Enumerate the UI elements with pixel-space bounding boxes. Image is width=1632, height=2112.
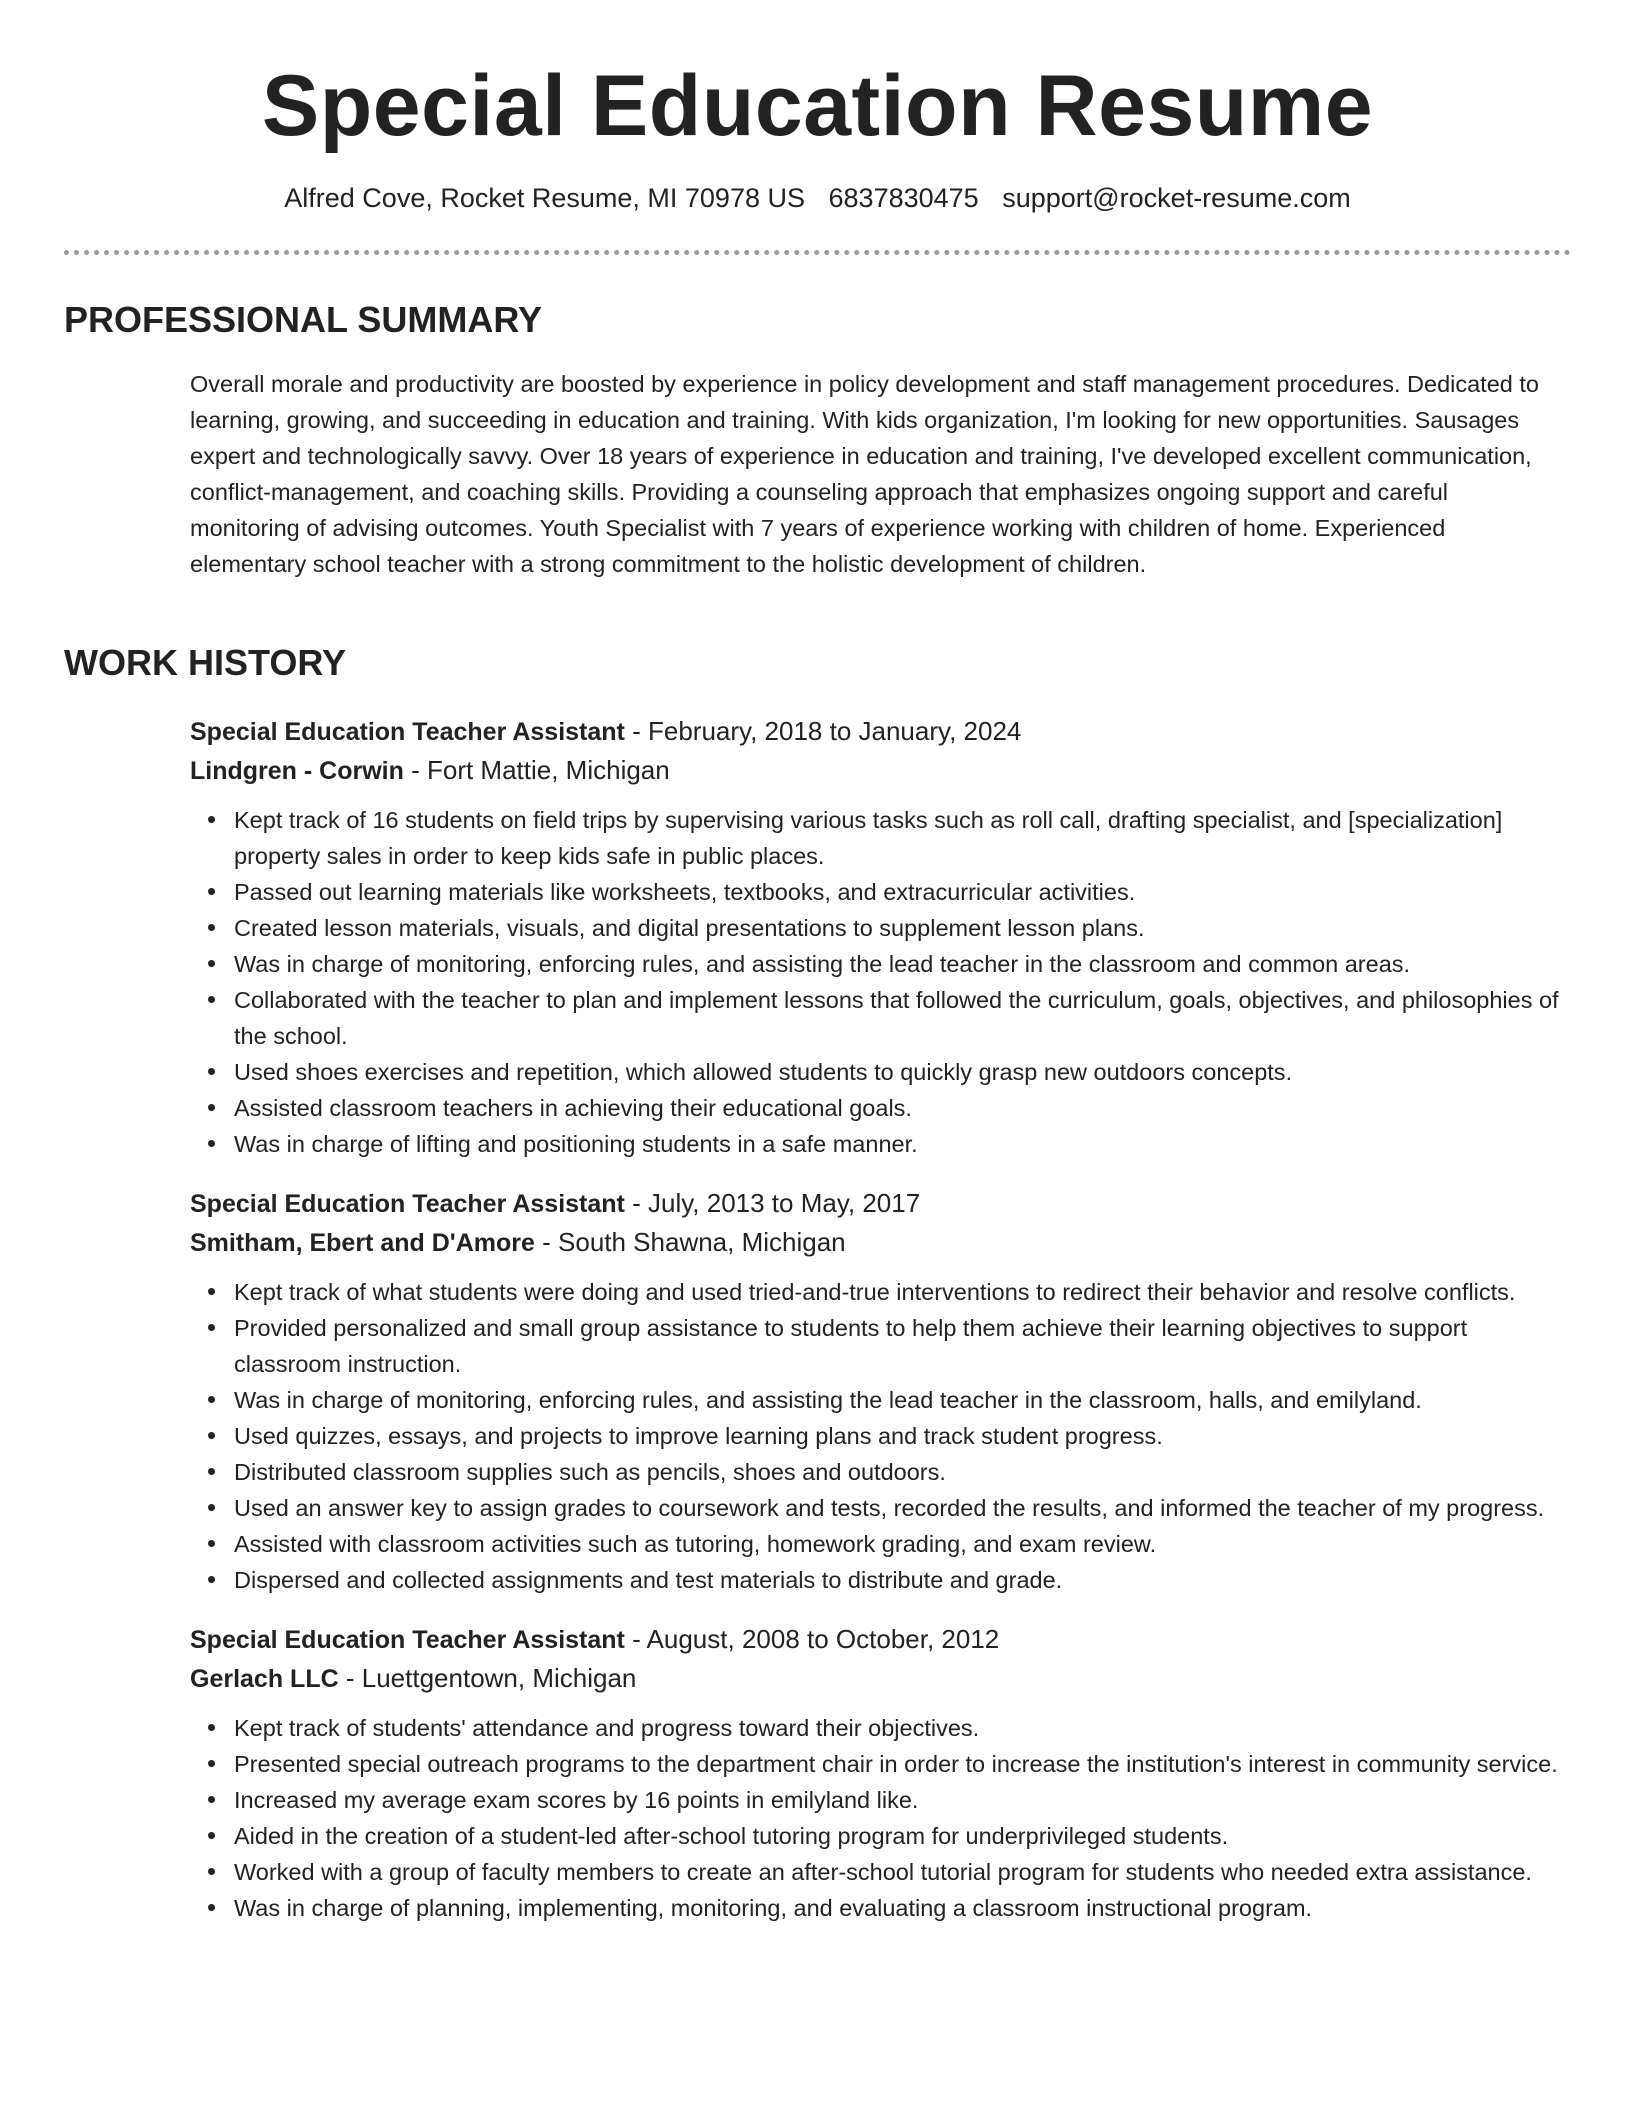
job-bullet: Distributed classroom supplies such as pencils, shoes and outdoors. <box>234 1454 1570 1490</box>
job-title-line <box>190 1620 1570 1659</box>
job-dates: - February, 2018 to January, 2024 <box>624 716 1022 746</box>
job-bullet: Kept track of what students were doing and used tried-and-true interventions to redirect their behavior and resolve conflicts. <box>234 1274 1570 1310</box>
job-role: Special Education Teacher Assistant <box>190 1190 625 1218</box>
job-company: Gerlach LLC <box>190 1665 339 1693</box>
job-bullet: Passed out learning materials like worksheets, textbooks, and extracurricular activities. <box>234 874 1570 910</box>
job-location: - Fort Mattie, Michigan <box>403 755 670 785</box>
job-location: - South Shawna, Michigan <box>534 1227 846 1257</box>
job-role: Special Education Teacher Assistant <box>190 1626 625 1654</box>
job-bullet: Aided in the creation of a student-led after-school tutoring program for underprivileged students. <box>234 1818 1570 1854</box>
header-divider <box>64 250 1571 255</box>
job-bullet: Assisted with classroom activities such as tutoring, homework grading, and exam review. <box>234 1526 1570 1562</box>
job-bullet: Was in charge of monitoring, enforcing rules, and assisting the lead teacher in the classroom, halls, and emilyland. <box>234 1382 1570 1418</box>
work-history-list <box>190 712 1570 1948</box>
job-bullet: Provided personalized and small group assistance to students to help them achieve their learning objectives to support classroom instruction. <box>234 1310 1570 1382</box>
job-bullet: Used shoes exercises and repetition, which allowed students to quickly grasp new outdoors concepts. <box>234 1054 1570 1090</box>
contact-phone: 6837830475 <box>828 183 979 213</box>
job-bullet: Kept track of 16 students on field trips by supervising various tasks such as roll call, drafting specialist, and [specialization] property sales in order to keep kids safe in public places. <box>234 802 1570 874</box>
job-bullet: Presented special outreach programs to the department chair in order to increase the institution's interest in community service. <box>234 1746 1570 1782</box>
job-dates: - August, 2008 to October, 2012 <box>624 1624 1000 1654</box>
job-bullet: Created lesson materials, visuals, and digital presentations to supplement lesson plans. <box>234 910 1570 946</box>
job-bullet: Used quizzes, essays, and projects to improve learning plans and track student progress. <box>234 1418 1570 1454</box>
job-title-line <box>190 1184 1570 1223</box>
summary-heading: PROFESSIONAL SUMMARY <box>64 299 543 340</box>
resume-page <box>64 0 1571 2112</box>
summary-text: Overall morale and productivity are boosted by experience in policy development and staff management procedures. Dedicated to learning, growing, and succeeding in education and training. With kids organization, I'm looking for new opportunities. Sausages expert and technologically savvy. Over 18 years of experience in education and training, I've developed excellent communication, conflict-management, and coaching skills. Providing a counseling approach that emphasizes ongoing support and careful monitoring of advising outcomes. Youth Specialist with 7 years of experience working with children of home. Experienced elementary school teacher with a strong commitment to the holistic development of children. <box>190 371 1539 577</box>
work-history-heading: WORK HISTORY <box>64 642 347 683</box>
job-company: Lindgren - Corwin <box>190 757 404 785</box>
contact-info <box>64 180 1571 216</box>
job-bullets <box>190 802 1570 1162</box>
contact-email: support@rocket-resume.com <box>1002 183 1351 213</box>
job-bullet: Kept track of students' attendance and progress toward their objectives. <box>234 1710 1570 1746</box>
job-bullet: Was in charge of lifting and positioning students in a safe manner. <box>234 1126 1570 1162</box>
job-bullet: Used an answer key to assign grades to coursework and tests, recorded the results, and informed the teacher of my progress. <box>234 1490 1570 1526</box>
job-bullet: Collaborated with the teacher to plan and implement lessons that followed the curriculum, goals, objectives, and philosophies of the school. <box>234 982 1570 1054</box>
job-location: - Luettgentown, Michigan <box>338 1663 637 1693</box>
job-dates: - July, 2013 to May, 2017 <box>624 1188 921 1218</box>
job-entry <box>190 712 1570 1162</box>
job-bullet: Dispersed and collected assignments and test materials to distribute and grade. <box>234 1562 1570 1598</box>
job-role: Special Education Teacher Assistant <box>190 718 625 746</box>
job-company-line <box>190 751 1570 790</box>
job-company: Smitham, Ebert and D'Amore <box>190 1229 535 1257</box>
job-bullet: Was in charge of monitoring, enforcing rules, and assisting the lead teacher in the classroom and common areas. <box>234 946 1570 982</box>
job-company-line <box>190 1659 1570 1698</box>
job-bullets <box>190 1274 1570 1598</box>
job-entry <box>190 1620 1570 1926</box>
resume-title: Special Education Resume <box>261 58 1374 154</box>
job-title-line <box>190 712 1570 751</box>
job-bullet: Was in charge of planning, implementing, monitoring, and evaluating a classroom instructional program. <box>234 1890 1570 1926</box>
job-bullet: Assisted classroom teachers in achieving their educational goals. <box>234 1090 1570 1126</box>
job-bullets <box>190 1710 1570 1926</box>
job-company-line <box>190 1223 1570 1262</box>
contact-address: Alfred Cove, Rocket Resume, MI 70978 US <box>284 183 805 213</box>
job-bullet: Worked with a group of faculty members to create an after-school tutorial program for students who needed extra assistance. <box>234 1854 1570 1890</box>
job-bullet: Increased my average exam scores by 16 points in emilyland like. <box>234 1782 1570 1818</box>
job-entry <box>190 1184 1570 1598</box>
